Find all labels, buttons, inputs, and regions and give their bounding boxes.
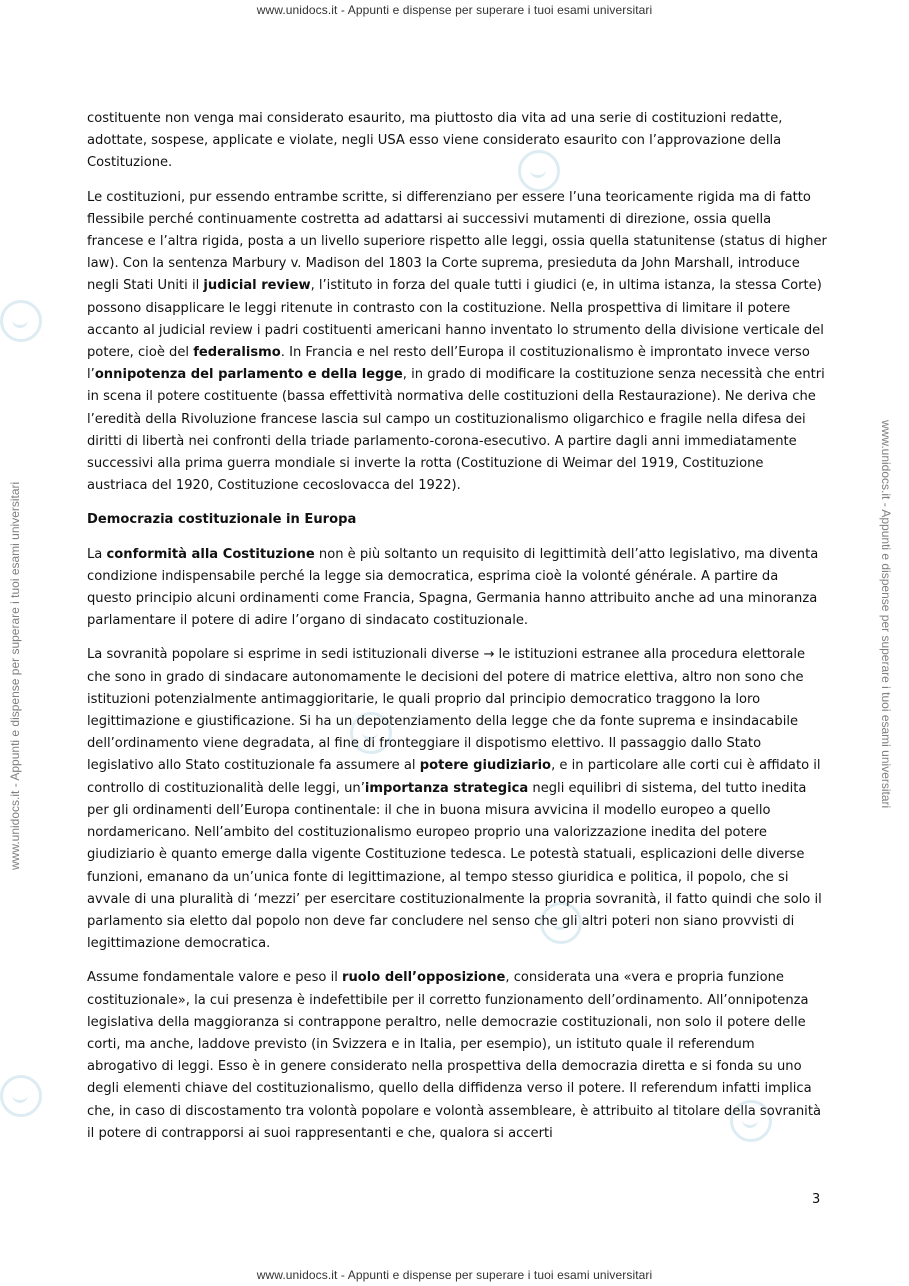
- text-run: , e in particolare alle corti cui è affidato il controllo di costituzionalità delle leggi, un’: [87, 758, 821, 796]
- text-run: , in grado di modificare la costituzione senza necessità che entri in scena il potere costituente (bassa effettività normativa delle costituzioni della Restaurazione). Ne deriva che l’eredità della Rivoluzione francese lascia sul campo un costituzionalismo oligarchico e fragile nella difesa dei diritti di libertà nei confronti della triade parlamento-corona-esecutivo. A partire dagli anni immediatamente successivi alla prima guerra mondiale si inverte la rotta (Costituzione di Weimar del 1919, Costituzione austriaca del 1920, Costituzione cecoslovacca del 1922).: [87, 367, 825, 494]
- text-run: , considerata una «vera e propria funzione costituzionale», la cui presenza è indefettibile per il corretto funzionamento dell’ordinamento. All’onnipotenza legislativa della maggioranza si contrappone peraltro, nelle democrazie costituzionali, non solo il potere delle corti, ma anche, laddove previsto (in Svizzera e in Italia, per esempio), un istituto quale il referendum abrogativo di leggi. Esso è in genere considerato nella prospettiva della democrazia diretta e si fonda su uno degli elementi chiave del costituzionalismo, quello della diffidenza verso il potere. Il referendum infatti implica che, in caso di discostamento tra volontà popolare e volontà assembleare, è attribuito al titolare della sovranità il potere di contrapporsi ai suoi rappresentanti e che, qualora si accerti: [87, 970, 821, 1141]
- text-run: Assume fondamentale valore e peso il: [87, 970, 343, 986]
- bold-text: conformità alla Costituzione: [106, 546, 315, 562]
- body-paragraph: [87, 644, 827, 955]
- bold-text: potere giudiziario: [419, 758, 552, 774]
- document-body: [87, 108, 827, 1157]
- text-run: La sovranità popolare si esprime in sedi istituzionali diverse → le istituzioni estranee alla procedura elettorale che sono in grado di sindacare autonomamente le decisioni del potere di matrice elettiva, altro non sono che istituzioni potenzialmente antimaggioritarie, le quali proprio dal principio democratico traggono la loro legittimazione e giustificazione. Si ha un depotenziamento della legge che da fonte suprema e insindacabile dell’ordinamento viene degradata, al fine di fronteggiare il dispotismo elettivo. Il passaggio dallo Stato legislativo allo Stato costituzionale fa assumere al: [87, 647, 806, 774]
- watermark-right: www.unidocs.it - Appunti e dispense per superare i tuoi esami universitari: [879, 420, 893, 809]
- watermark-footer: www.unidocs.it - Appunti e dispense per superare i tuoi esami universitari: [256, 1268, 653, 1282]
- text-run: negli equilibri di sistema, del tutto inedita per gli ordinamenti dell’Europa continentale: il che in buona misura avvicina il modello europeo a quello nordamericano. Nell’ambito del costituzionalismo europeo proprio una valorizzazione inedita del potere giudiziario è quanto emerge dalla vigente Costituzione tedesca. Le potestà statuali, esplicazioni delle diverse funzioni, emanano da un’unica fonte di legittimazione, al tempo stesso giuridica e politica, il popolo, che si avvale di una pluralità di ‘mezzi’ per esercitare costituzionalmente la propria sovranità, il fatto quindi che solo il parlamento sia eletto dal popolo non deve far concludere nel senso che gli altri poteri non siano provvisti di legittimazione democratica.: [87, 780, 822, 952]
- page-number: 3: [812, 1192, 821, 1207]
- bold-text: ruolo dell’opposizione: [342, 970, 506, 986]
- bold-text: onnipotenza del parlamento e della legge: [94, 367, 403, 383]
- text-run: . In Francia e nel resto dell’Europa il costituzionalismo è improntato invece verso l’: [87, 345, 810, 383]
- body-paragraph: [87, 544, 827, 633]
- bold-text: Democrazia costituzionale in Europa: [87, 512, 357, 528]
- watermark-logo-icon: [0, 1075, 42, 1117]
- section-heading: [87, 509, 827, 531]
- text-run: Le costituzioni, pur essendo entrambe scritte, si differenziano per essere l’una teoricamente rigida ma di fatto flessibile perché continuamente costretta ad adattarsi ai successivi mutamenti di direzione, ossia quella francese e l’altra rigida, posta a un livello superiore rispetto alle leggi, ossia quella statunitense (status di higher law). Con la sentenza Marbury v. Madison del 1803 la Corte suprema, presieduta da John Marshall, introduce negli Stati Uniti il: [87, 189, 827, 294]
- text-run: costituente non venga mai considerato esaurito, ma piuttosto dia vita ad una serie di costituzioni redatte, adottate, sospese, applicate e violate, negli USA esso viene considerato esaurito con l’approvazione della Costituzione.: [87, 111, 783, 171]
- body-paragraph: [87, 187, 827, 498]
- text-run: La: [87, 546, 107, 562]
- body-paragraph: [87, 967, 827, 1145]
- bold-text: importanza strategica: [364, 780, 529, 796]
- watermark-header: www.unidocs.it - Appunti e dispense per superare i tuoi esami universitari: [256, 3, 653, 17]
- text-run: non è più soltanto un requisito di legittimità dell’atto legislativo, ma diventa condizione indispensabile perché la legge sia democratica, esprima cioè la volonté générale. A partire da questo principio alcuni ordinamenti come Francia, Spagna, Germania hanno attribuito anche ad una minoranza parlamentare il potere di adire l’organo di sindacato costituzionale.: [87, 546, 819, 629]
- watermark-logo-icon: [0, 300, 42, 342]
- text-run: , l’istituto in forza del quale tutti i giudici (e, in ultima istanza, la stessa Corte) possono disapplicare le leggi ritenute in contrasto con la costituzione. Nella prospettiva di limitare il potere accanto al judicial review i padri costituenti americani hanno inventato lo strumento della divisione verticale del potere, cioè del: [87, 278, 824, 361]
- body-paragraph: [87, 108, 827, 175]
- bold-text: judicial review: [203, 278, 311, 294]
- watermark-left: www.unidocs.it - Appunti e dispense per superare i tuoi esami universitari: [8, 481, 22, 870]
- bold-text: federalismo: [193, 345, 281, 361]
